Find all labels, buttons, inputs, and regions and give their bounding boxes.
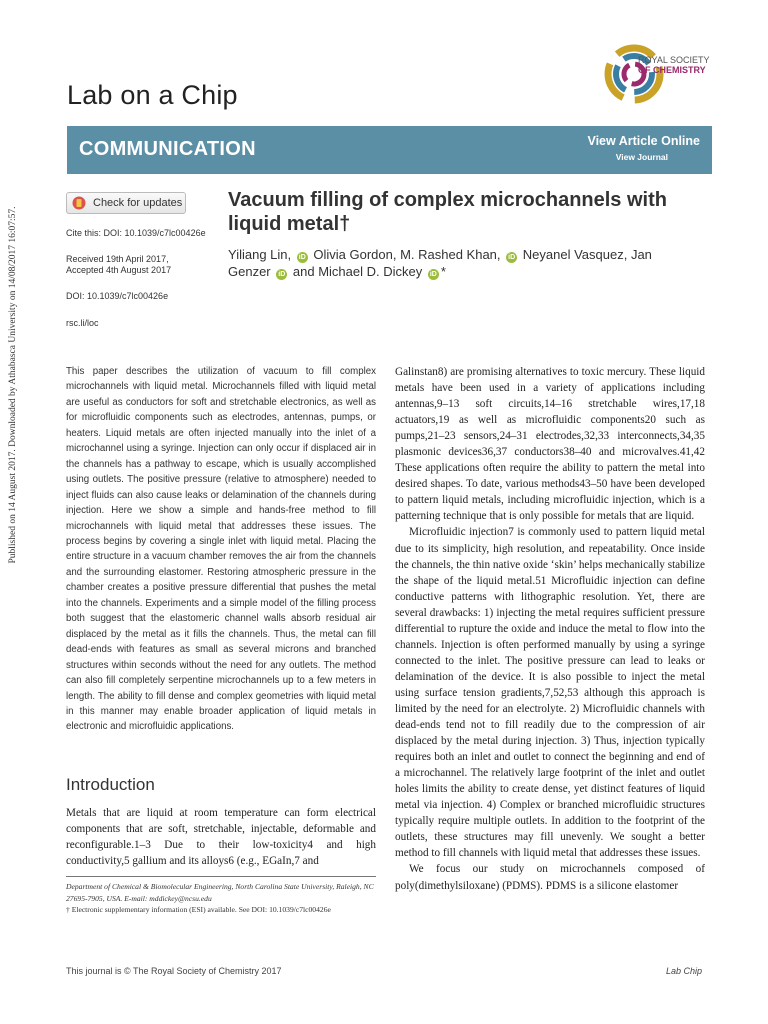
- received-date: Received 19th April 2017,: [66, 254, 169, 264]
- affiliation-footnote: Department of Chemical & Biomolecular Engineering, North Carolina State University, Raleigh, NC 27695-7905, USA. E-mail: mddickey@ncsu.edu: [66, 882, 374, 903]
- article-type-banner: [67, 126, 712, 174]
- esi-footnote: † Electronic supplementary information (ESI) available. See DOI: 10.1039/c7lc00426e: [66, 905, 331, 914]
- author-1: Yiliang Lin,: [228, 247, 292, 262]
- body-paragraph: Microfluidic injection7 is commonly used to pattern liquid metal due to its simplicity, high resolution, and repeatability. Once inside the channels, the thin native oxide ‘skin’ helps mechanically stabilize the shape of the liquid metal.51 Microfluidic injection can define conductive patterns with lithographic resolution. Yet, there are several drawbacks: 1) injecting the metal requires sufficient pressure differential to rupture the oxide and induce the metal to flow into the channels. Injection is often performed manually by using a syringe connected to the inlet. The positive pressure can lead to leaks or delamination of the device. It is also possible to inject the metal using surface tension gradients,7,52,53 although this approach is limited by the need for an electrolyte. 2) Microfluidic channels with dead-ends tend not to fill readily due to the compression of air displaced by the metal during injection. 3) Thus, injection typically requires both an inlet and outlet to connect the beginning and end of a microchannel. The relatively large footprint of the inlet and outlet holes limits the ability to create dense, yet distinct features of liquid metal via injection. 4) Complex or branched microfluidic structures typically require multiple outlets. In addition to the footprint of the outlets, these structures may fill unevenly. We sought a better method to fill channels with liquid metal that addresses these issues.: [395, 526, 705, 860]
- view-journal-link[interactable]: View Journal: [615, 152, 668, 162]
- footer-copyright: This journal is © The Royal Society of Chemistry 2017: [66, 966, 282, 976]
- body-paragraph: Galinstan8) are promising alternatives to toxic mercury. These liquid metals have been used in a variety of applications including antennas,9–13 soft circuits,14–16 stretchable wires,17,18 actuators,19 as well as microfluidic components20 such as pumps,21–23 sensors,24–31 electrodes,32,33 interconnects,34,35 plasmonic devices36,37 conductors38–40 and microvalves.41,42 These applications often require the ability to pattern the metal into desired shapes. To date, various methods43–50 have been developed to pattern liquid metals, including microfluidic injection, which is a patterning technique that is only possible for metals that are liquid.: [395, 366, 705, 523]
- footer-journal: Lab Chip: [665, 966, 702, 976]
- rsc-line-2: OF CHEMISTRY: [638, 65, 706, 75]
- author-2-3: Olivia Gordon, M. Rashed Khan,: [313, 247, 501, 262]
- rsc-line-1: ROYAL SOCIETY: [638, 55, 710, 65]
- accepted-date: Accepted 4th August 2017: [66, 265, 172, 275]
- article-title: Vacuum filling of complex microchannels with liquid metal†: [228, 189, 667, 235]
- journal-title: Lab on a Chip: [67, 80, 238, 110]
- footnote-divider: [66, 876, 376, 877]
- body-right-column: [395, 364, 705, 894]
- publication-stamp-text: Published on 14 August 2017. Downloaded by Athabasca University on 14/08/2017 16:07:57.: [8, 206, 18, 564]
- cite-doi: Cite this: DOI: 10.1039/c7lc00426e: [66, 228, 206, 238]
- publication-stamp: [6, 150, 20, 620]
- footnotes: [66, 881, 376, 916]
- introduction-heading: Introduction: [66, 775, 155, 794]
- author-4: Neyanel Vasquez,: [522, 247, 628, 262]
- check-for-updates-label: Check for updates: [93, 197, 183, 209]
- author-5: Jan Genzer: [228, 247, 652, 279]
- check-for-updates-button[interactable]: [66, 192, 186, 214]
- orcid-icon[interactable]: iD: [278, 271, 286, 278]
- orcid-icon[interactable]: iD: [298, 254, 306, 261]
- body-paragraph: We focus our study on microchannels composed of poly(dimethylsiloxane) (PDMS). PDMS is a silicone elastomer: [395, 863, 705, 892]
- orcid-icon[interactable]: iD: [508, 254, 516, 261]
- author-6: and Michael D. Dickey: [292, 264, 423, 279]
- introduction-text: Metals that are liquid at room temperature can form electrical components that are soft, stretchable, injectable, deformable and reconfigurable.1–3 Due to their low-toxicity4 and high conductivity,5 gallium and its alloys6 (e.g., EGaIn,7 and: [66, 807, 376, 867]
- author-list: [228, 246, 698, 280]
- check-updates-icon: [72, 196, 86, 210]
- doi: DOI: 10.1039/c7lc00426e: [66, 291, 169, 301]
- rsc-link[interactable]: rsc.li/loc: [66, 318, 99, 328]
- abstract: This paper describes the utilization of vacuum to fill complex microchannels with liquid metal. Microchannels filled with liquid metal are useful as conductors for soft and stretchable electronics, as well as for microfluidic components such as electrodes, antennas, pumps, or heaters. Liquid metals are often injected manually into the inlet of a microchannel using a syringe. Injection can only occur if displaced air in the channels has a pathway to escape, which is usually accomplished using outlets. The positive pressure (relative to atmosphere) needed to inject fluids can also cause leaks or delamination of the channels during injection. Here we show a simple and hands-free method to fill microchannels with liquid metal that addresses these issues. The process begins by covering a single inlet with liquid metal. Placing the entire structure in a vacuum chamber removes the air from the channels and the surrounding elastomer. Restoring atmospheric pressure in the chamber creates a positive pressure differential that pushes the metal into the channels. Experiments and a simple model of the filling process both suggest that the elastomeric channel walls absorb residual air displaced by the metal as it fills the channels. Thus, the metal can fill dead-ends with features as small as several microns and branched structures within seconds without the need for any outlets. The method can also fill completely serpentine microchannels up to a few meters in length. The ability to fill dense and complex geometries with liquid metal in this manner may enable broader application of liquid metals in electronic and microfluidic applications.: [66, 366, 376, 733]
- rsc-logo-text: [638, 55, 710, 75]
- view-article-online-link[interactable]: View Article Online: [587, 134, 700, 148]
- orcid-icon[interactable]: iD: [429, 271, 437, 278]
- article-type-label: COMMUNICATION: [79, 138, 256, 160]
- corresponding-author-mark: *: [440, 264, 446, 279]
